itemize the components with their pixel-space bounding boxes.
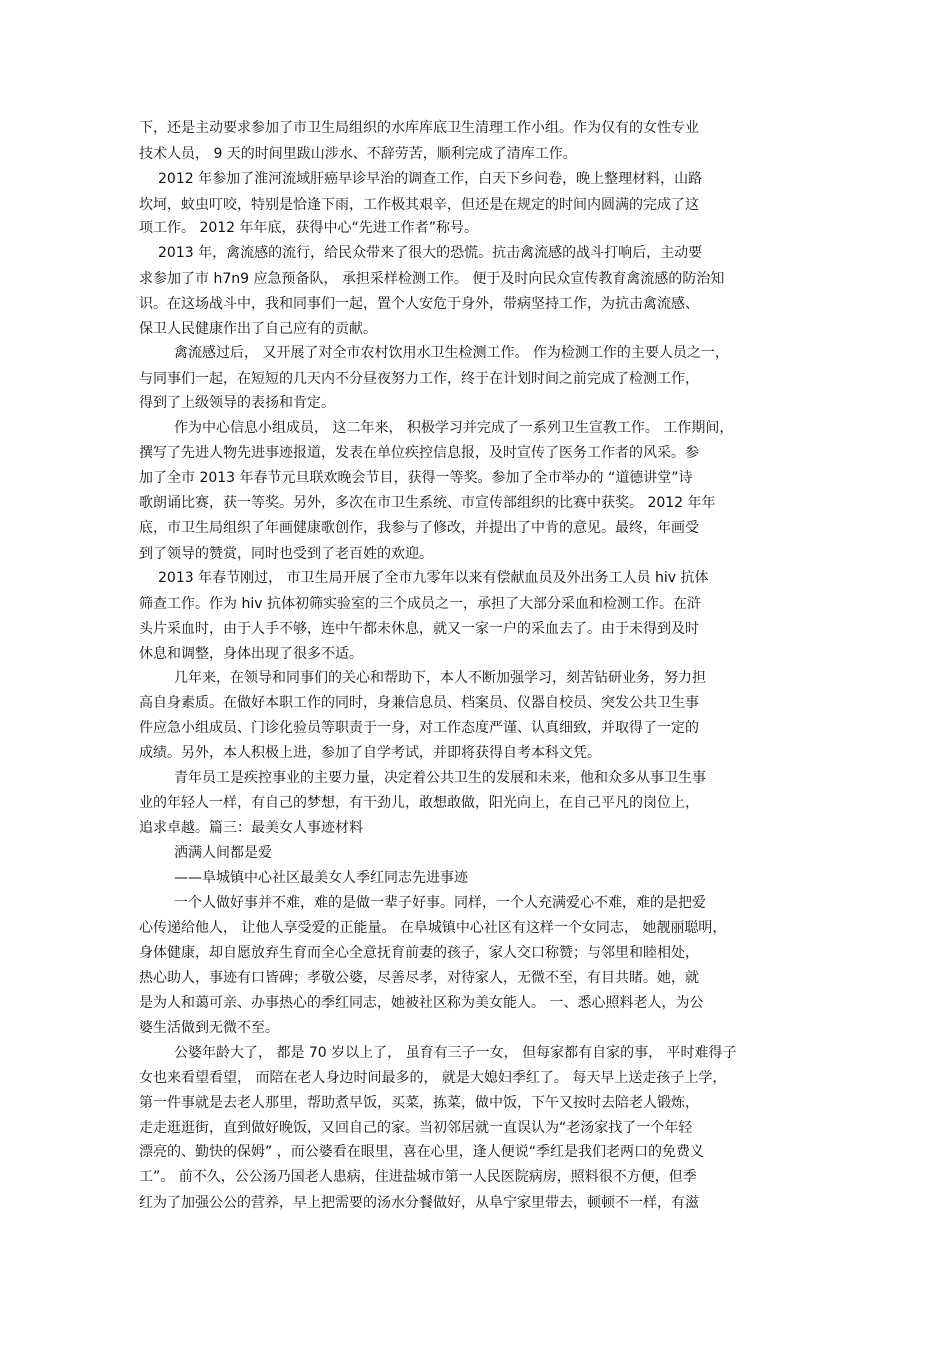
text-line: 2013 年，禽流感的流行，给民众带来了很大的恐慌。抗击禽流感的战斗打响后，主动要	[158, 245, 703, 261]
text-line: 求参加了市 h7n9 应急预备队， 承担采样检测工作。 便于及时向民众宣传教育禽流感的防治知	[139, 271, 725, 287]
text-line: 几年来，在领导和同事们的关心和帮助下，本人不断加强学习，刻苦钻研业务，努力担	[174, 670, 706, 686]
text-line: 加了全市 2013 年春节元旦联欢晚会节目，获得一等奖。参加了全市举办的 “道德讲堂”诗	[139, 470, 693, 486]
text-line: 底，市卫生局组织了年画健康歌创作，我参与了修改，并提出了中肯的意见。最终，年画受	[139, 520, 699, 536]
text-line: 身体健康，却自愿放弃生育而全心全意抚育前妻的孩子，家人交口称赞；与邻里和睦相处，	[139, 945, 699, 961]
text-line: 一个人做好事并不难，难的是做一辈子好事。同样，一个人充满爱心不难，难的是把爱	[174, 895, 706, 911]
text-line: 成绩。另外，本人积极上进，参加了自学考试，并即将获得自考本科文凭。	[139, 745, 601, 761]
text-line: 第一件事就是去老人那里，帮助煮早饭，买菜，拣菜，做中饭，下午又按时去陪老人锻炼，	[139, 1095, 699, 1111]
text-line: 工”。 前不久，公公汤乃国老人患病，住进盐城市第一人民医院病房，照料很不方便，但季	[139, 1169, 697, 1185]
text-line: 休息和调整，身体出现了很多不适。	[139, 646, 363, 662]
text-line: 心传递给他人， 让他人享受爱的正能量。 在阜城镇中心社区有这样一个女同志， 她靓丽聪明，	[139, 920, 727, 936]
text-line: 追求卓越。篇三：最美女人事迹材料	[139, 820, 363, 836]
text-line: 青年员工是疾控事业的主要力量，决定着公共卫生的发展和未来，他和众多从事卫生事	[174, 770, 706, 786]
text-line: 热心助人，事迹有口皆碑；孝敬公婆，尽善尽孝，对待家人，无微不至，有目共睹。她，就	[139, 970, 699, 986]
text-line: 2012 年参加了淮河流域肝癌早诊早治的调查工作，白天下乡问卷，晚上整理材料，山路	[158, 171, 703, 187]
text-line: 得到了上级领导的表扬和肯定。	[139, 395, 335, 411]
text-line: 红为了加强公公的营养，早上把需要的汤水分餐做好，从阜宁家里带去，顿顿不一样，有滋	[139, 1195, 699, 1211]
text-line: 下，还是主动要求参加了市卫生局组织的水库库底卫生清理工作小组。作为仅有的女性专业	[139, 120, 699, 136]
text-line: 漂亮的、勤快的保姆” ，而公婆看在眼里，喜在心里，逢人便说“季红是我们老两口的免费义	[139, 1144, 704, 1160]
text-line: 技术人员， 9 天的时间里跋山涉水、不辞劳苦，顺利完成了清库工作。	[139, 146, 577, 162]
text-line: 筛查工作。作为 hiv 抗体初筛实验室的三个成员之一，承担了大部分采血和检测工作。在浒	[139, 596, 701, 612]
text-line: 作为中心信息小组成员， 这二年来， 积极学习并完成了一系列卫生宣教工作。 工作期间，	[174, 420, 734, 436]
text-line: 保卫人民健康作出了自己应有的贡献。	[139, 321, 377, 337]
section-title: 洒满人间都是爱	[174, 845, 272, 861]
text-line: 与同事们一起，在短短的几天内不分昼夜努力工作，终于在计划时间之前完成了检测工作，	[139, 371, 699, 387]
text-line: 歌朗诵比赛，获一等奖。另外，多次在市卫生系统、市宣传部组织的比赛中获奖。 2012 年年	[139, 495, 716, 511]
text-line: 高自身素质。在做好本职工作的同时，身兼信息员、档案员、仪器自校员、突发公共卫生事	[139, 695, 699, 711]
text-line: 2013 年春节刚过， 市卫生局开展了全市九零年以来有偿献血员及外出务工人员 hiv 抗体	[158, 570, 709, 586]
text-line: 禽流感过后， 又开展了对全市农村饮用水卫生检测工作。 作为检测工作的主要人员之一，	[174, 345, 729, 361]
text-line: 女也来看望看望， 而陪在老人身边时间最多的， 就是大媳妇季红了。 每天早上送走孩子上学，	[139, 1070, 727, 1086]
section-subtitle: ——阜城镇中心社区最美女人季红同志先进事迹	[174, 870, 468, 886]
text-line: 婆生活做到无微不至。	[139, 1020, 279, 1036]
text-line: 头片采血时，由于人手不够，连中午都未休息，就又一家一户的采血去了。由于未得到及时	[139, 621, 699, 637]
text-line: 走走逛逛街，直到做好晚饭，又回自己的家。当初邻居就一直误认为“老汤家找了一个年轻	[139, 1120, 693, 1136]
text-line: 件应急小组成员、门诊化验员等职责于一身，对工作态度严谨、认真细致，并取得了一定的	[139, 720, 699, 736]
text-line: 业的年轻人一样，有自己的梦想，有干劲儿，敢想敢做，阳光向上，在自己平凡的岗位上，	[139, 795, 699, 811]
text-line: 撰写了先进人物先进事迹报道，发表在单位疾控信息报，及时宣传了医务工作者的风采。参	[139, 445, 699, 461]
text-line: 识。在这场战斗中，我和同事们一起，置个人安危于身外，带病坚持工作，为抗击禽流感、	[139, 296, 699, 312]
text-line: 到了领导的赞赏，同时也受到了老百姓的欢迎。	[139, 546, 433, 562]
text-line: 项工作。 2012 年年底，获得中心“先进工作者”称号。	[139, 220, 479, 236]
text-line: 公婆年龄大了， 都是 70 岁以上了， 虽育有三子一女， 但每家都有自家的事， 平时难得子	[174, 1045, 737, 1061]
text-line: 坎坷，蚊虫叮咬，特别是恰逢下雨，工作极其艰辛，但还是在规定的时间内圆满的完成了这	[139, 197, 699, 213]
text-line: 是为人和蔼可亲、办事热心的季红同志，她被社区称为美女能人。 一、悉心照料老人，为公	[139, 995, 704, 1011]
